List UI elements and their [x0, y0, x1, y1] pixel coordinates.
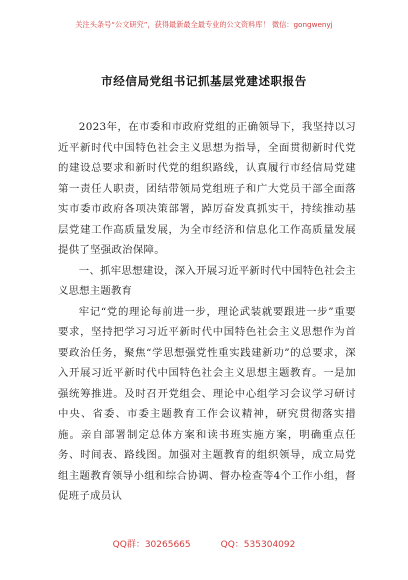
section-heading-1: 一、抓牢思想建设，深入开展习近平新时代中国特色社会主义思想主题教育 [58, 264, 356, 297]
qq-group: QQ群：30265665 [112, 540, 191, 550]
promo-banner: 关注头条号“公文研究”，获得最新最全最专业的公文资料库！ 微信：gongwenyj [75, 20, 333, 29]
document-body [58, 117, 356, 507]
intro-paragraph: 2023年，在市委和市政府党组的正确领导下，我坚持以习近平新时代中国特色社会主义思想为指导，全面贯彻新时代党的建设总要求和新时代党的组织路线，认真履行市经信局党建第一责任人职责，团结带领局党组班子和广大党员干部全面落实市委市政府各项决策部署，踔厉奋发真抓实干，持续推动基层党建工作高质量发展，为全市经济和信息化工作高质量发展提供了坚强政治保障。 [58, 121, 356, 256]
section-paragraph-1: 牢记“党的理论每前进一步，理论武装就要跟进一步”重要要求，坚持把学习习近平新时代中国特色社会主义思想作为首要政治任务，聚焦“学思想强党性重实践建新功”的总要求，深入开展习近平新时代中国特色社会主义思想主题教育。一是加强统筹推进。及时召开党组会、理论中心组学习会议学习研讨中央、省委、市委主题教育工作会议精神，研究贯彻落实措施。亲自部署制定总体方案和读书班实施方案，明确重点任务、时间表、路线图。加强对主题教育的组织领导，成立局党组主题教育领导小组和综合协调、督办检查等4个工作小组，督促班子成员认 [58, 305, 356, 502]
footer-contact [0, 537, 408, 550]
qq-number: QQ：535304092 [220, 540, 296, 550]
document-title: 市经信局党组书记抓基层党建述职报告 [101, 74, 307, 88]
